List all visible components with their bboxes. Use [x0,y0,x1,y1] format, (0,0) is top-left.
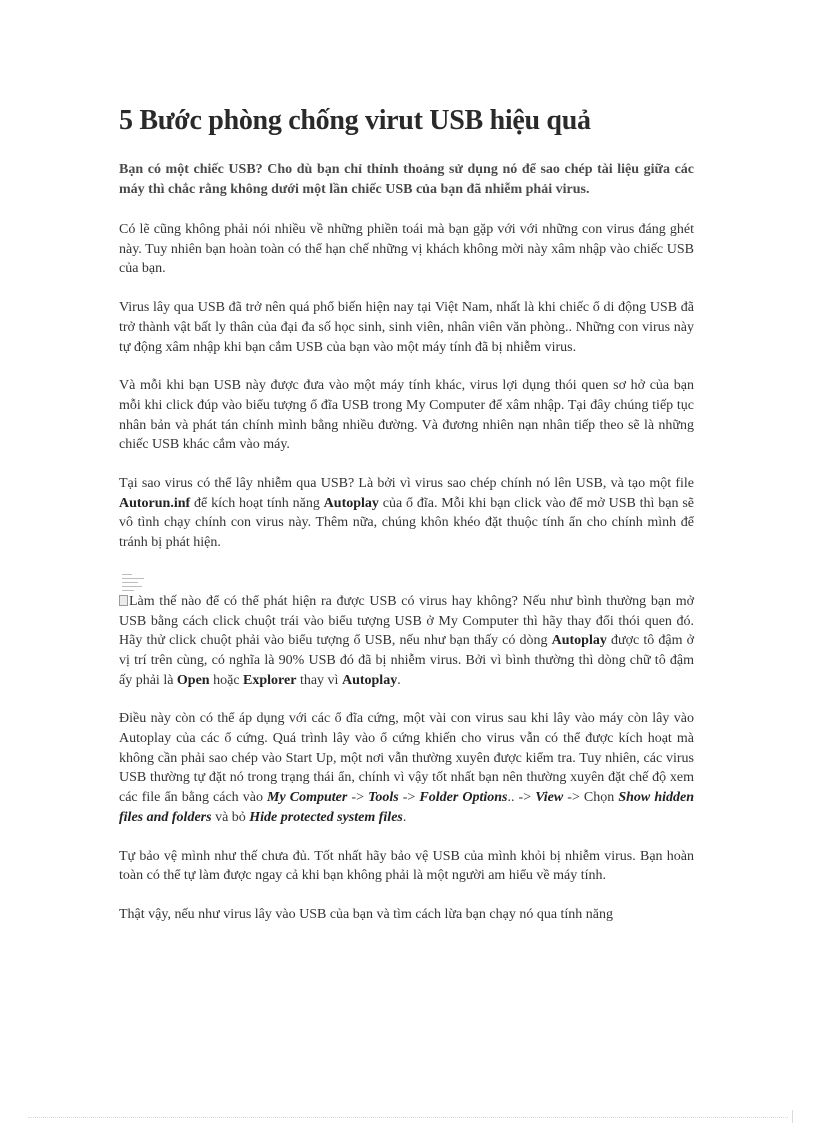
paragraph-2: Virus lây qua USB đã trở nên quá phổ biến hiện nay tại Việt Nam, nhất là khi chiếc ổ di động USB đã trở thành vật bất ly thân của đại đa số học sinh, sinh viên, nhân viên văn phòng.. Những con virus này tự động xâm nhập khi bạn cắm USB của bạn vào một máy tính đã bị nhiễm virus. [119,300,694,355]
menu-path-view: View [535,790,564,806]
article [119,104,694,944]
menu-path-my-computer: My Computer [267,790,348,806]
menu-path-tools: Tools [368,790,399,806]
paragraph-3: Và mỗi khi bạn USB này được đưa vào một máy tính khác, virus lợi dụng thói quen sơ hở của bạn mỗi khi click đúp vào biểu tượng ổ đĩa USB trong My Computer để xâm nhập. Tại đây chúng tiếp tục nhân bản và phát tán chính mình bằng nhiều đường. Và đương nhiên nạn nhân tiếp theo sẽ là những chiếc USB khác cắm vào máy. [119,378,694,453]
broken-image-icon [119,595,128,606]
paragraph-4: Tại sao virus có thể lây nhiễm qua USB? Là bởi vì virus sao chép chính nó lên USB, và tạo một file Autorun.inf để kích hoạt tính năng Autoplay của ổ đĩa. Mỗi khi bạn click vào để mở USB thì bạn sẽ vô tình chạy chính con virus này. Thêm nữa, chúng khôn khéo đặt thuộc tính ẩn cho chính mình để tránh bị phát hiện. [119,476,694,551]
paragraph-8: Thật vậy, nếu như virus lây vào USB của bạn và tìm cách lừa bạn chạy nó qua tính năng [119,906,614,922]
paragraph-7: Tự bảo vệ mình như thế chưa đủ. Tốt nhất hãy bảo vệ USB của mình khỏi bị nhiễm virus. Bạn hoàn toàn có thể tự làm được ngay cả khi bạn không phải là một người am hiểu về máy tính. [119,848,694,884]
option-hide-protected: Hide protected system files [249,809,403,825]
autorun-file-name: Autorun.inf [119,495,191,511]
paragraph-1: Có lẽ cũng không phải nói nhiều về những phiền toái mà bạn gặp với với những con virus đáng ghét này. Tuy nhiên bạn hoàn toàn có thể hạn chế những vị khách không mời này xâm nhập vào chiếc USB của bạn. [119,222,694,277]
lead-paragraph: Bạn có một chiếc USB? Cho dù bạn chỉ thỉnh thoảng sử dụng nó để sao chép tài liệu giữa các máy thì chắc rằng không dưới một lần chiếc USB của bạn đã nhiễm phải virus. [119,162,694,197]
autoplay-term: Autoplay [323,495,379,511]
paragraph-5: Làm thế nào để có thể phát hiện ra được USB có virus hay không? Nếu như bình thường bạn mở USB bằng cách click chuột trái vào biểu tượng USB ở My Computer thì hãy thay đổi thói quen đó. Hãy thử click chuột phải vào biểu tượng ổ USB, nếu như bạn thấy có dòng Autoplay được tô đậm ở vị trí trên cùng, có nghĩa là 90% USB đó đã bị nhiễm virus. Bởi vì bình thường thì dòng chữ tô đậm ấy phải là Open hoặc Explorer thay vì Autoplay. [119,593,694,688]
paragraph-6: Điều này còn có thể áp dụng với các ổ đĩa cứng, một vài con virus sau khi lây vào máy còn lây vào Autoplay của các ổ cứng. Quá trình lây vào ổ cứng khiến cho virus vẫn có thể được kích hoạt mà không cần phải sao chép vào Start Up, một nơi vẫn thường xuyên được kiểm tra. Tuy nhiên, các virus USB thường tự đặt nó trong trạng thái ẩn, chính vì vậy tốt nhất bạn nên thường xuyên đặt chế độ xem các file ẩn bằng cách vào My Computer -> Tools -> Folder Options.. -> View -> Chọn Show hidden files and folders và bỏ Hide protected system files. [119,711,695,825]
embedded-image-thumbnail [121,572,147,594]
page-title: 5 Bước phòng chống virut USB hiệu quả [119,105,591,136]
option-show-hidden: Show hidden files and folders [119,790,695,825]
page-corner-mark [792,1110,793,1123]
menu-path-folder-options: Folder Options [419,790,508,806]
page-bottom-border [28,1117,788,1118]
